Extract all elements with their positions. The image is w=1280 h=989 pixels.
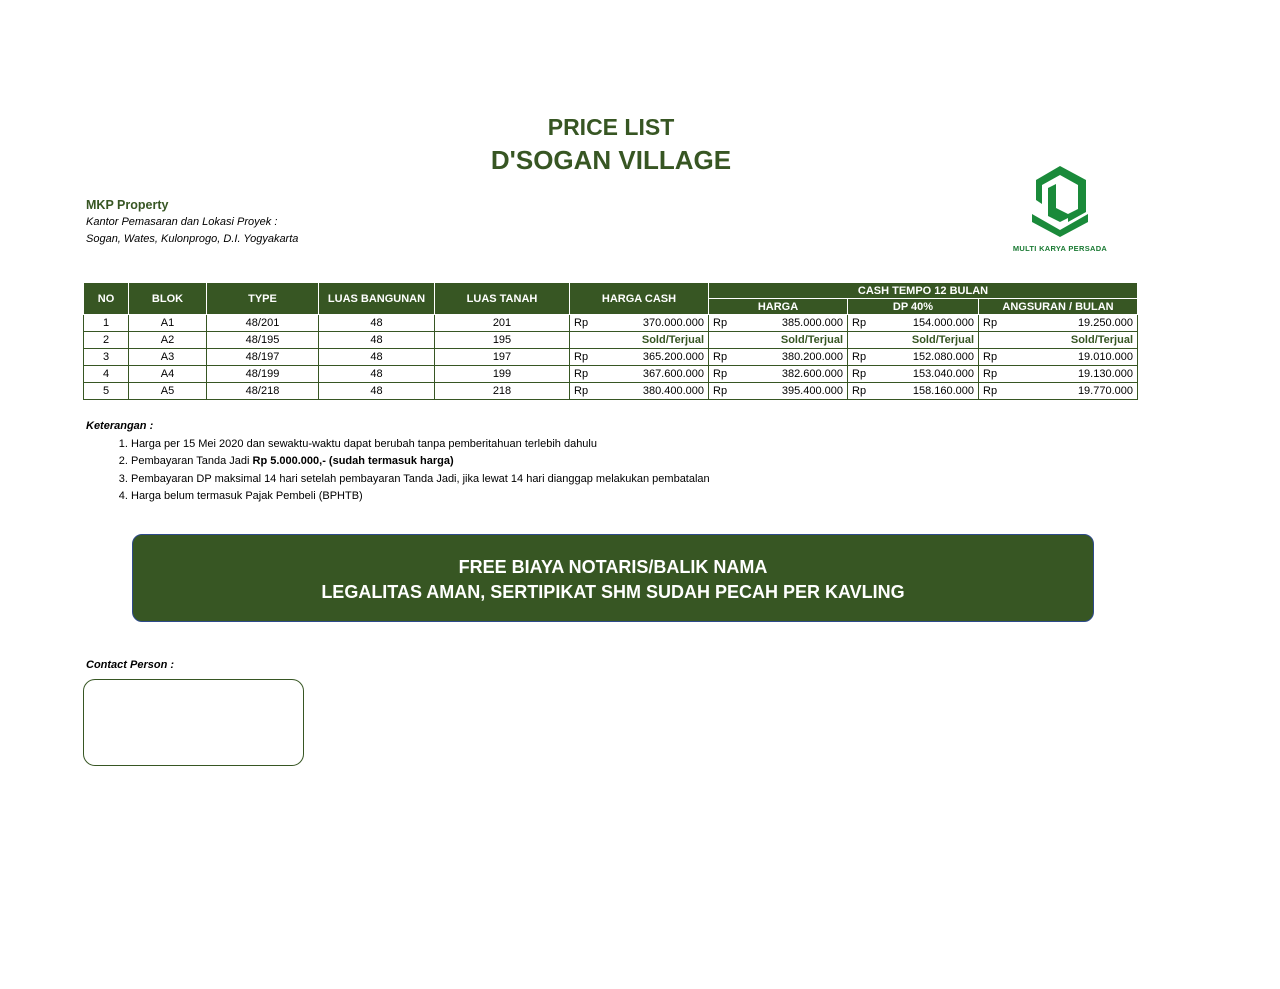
cell-dp	[848, 383, 979, 400]
logo-mark-icon	[1028, 164, 1092, 238]
cell-blok: A1	[129, 315, 207, 332]
address-text: Sogan, Wates, Kulonprogo, D.I. Yogyakarta	[86, 233, 299, 245]
cell-luas-tanah: 195	[435, 332, 570, 349]
currency-label: Rp	[713, 351, 728, 363]
note-item	[131, 453, 710, 470]
note-item: 3. Pembayaran DP maksimal 14 hari setelah pembayaran Tanda Jadi, jika lewat 14 hari dianggap melakukan pembatalan	[131, 471, 710, 488]
cell-luas-tanah: 197	[435, 349, 570, 366]
currency-label: Rp	[574, 385, 589, 397]
contact-box	[83, 679, 304, 766]
cell-angsuran	[979, 383, 1138, 400]
cell-harga-cash	[570, 315, 709, 332]
table-row	[84, 366, 1138, 383]
header-angsuran: ANGSURAN / BULAN	[979, 299, 1138, 315]
contact-title: Contact Person :	[86, 659, 175, 671]
cell-harga: Sold/Terjual	[709, 332, 848, 349]
currency-label: Rp	[852, 385, 867, 397]
cell-luas-tanah: 218	[435, 383, 570, 400]
table-row	[84, 315, 1138, 332]
amount-value: 19.770.000	[1077, 385, 1133, 397]
cell-harga-cash: Sold/Terjual	[570, 332, 709, 349]
header-cash-tempo: CASH TEMPO 12 BULAN	[709, 283, 1138, 299]
currency-label: Rp	[574, 317, 589, 329]
amount-value: 367.600.000	[642, 368, 704, 380]
cell-luas-bangunan: 48	[319, 383, 435, 400]
amount-value: 19.130.000	[1077, 368, 1133, 380]
currency-label: Rp	[852, 368, 867, 380]
amount-value: 380.200.000	[781, 351, 843, 363]
currency-label: Rp	[852, 317, 867, 329]
header-type: TYPE	[207, 283, 319, 315]
cell-no: 4	[84, 366, 129, 383]
currency-label: Rp	[574, 351, 589, 363]
header-luas-bangunan: LUAS BANGUNAN	[319, 283, 435, 315]
cell-harga	[709, 366, 848, 383]
cell-blok: A3	[129, 349, 207, 366]
currency-label: Rp	[713, 368, 728, 380]
company-name: MKP Property	[86, 198, 169, 212]
amount-value: 154.000.000	[912, 317, 974, 329]
amount-value: 385.000.000	[781, 317, 843, 329]
header-harga-cash: HARGA CASH	[570, 283, 709, 315]
cell-luas-tanah: 201	[435, 315, 570, 332]
currency-label: Rp	[983, 317, 998, 329]
cell-harga-cash	[570, 349, 709, 366]
table-row	[84, 349, 1138, 366]
cell-luas-tanah: 199	[435, 366, 570, 383]
currency-label: Rp	[983, 368, 998, 380]
cell-harga	[709, 349, 848, 366]
cell-type: 48/197	[207, 349, 319, 366]
cell-luas-bangunan: 48	[319, 332, 435, 349]
cell-luas-bangunan: 48	[319, 315, 435, 332]
cell-harga-cash	[570, 383, 709, 400]
cell-no: 2	[84, 332, 129, 349]
company-logo	[1010, 164, 1110, 256]
page-title: PRICE LIST	[547, 114, 675, 140]
amount-value: 158.160.000	[912, 385, 974, 397]
header-harga: HARGA	[709, 299, 848, 315]
currency-label: Rp	[574, 368, 589, 380]
cell-type: 48/218	[207, 383, 319, 400]
cell-no: 5	[84, 383, 129, 400]
cell-angsuran	[979, 315, 1138, 332]
cell-type: 48/201	[207, 315, 319, 332]
amount-value: 370.000.000	[642, 317, 704, 329]
amount-value: 19.250.000	[1077, 317, 1133, 329]
cell-luas-bangunan: 48	[319, 366, 435, 383]
banner-line-2: LEGALITAS AMAN, SERTIPIKAT SHM SUDAH PECAH PER KAVLING	[321, 582, 905, 602]
cell-harga-cash	[570, 366, 709, 383]
cell-angsuran	[979, 349, 1138, 366]
promo-banner	[132, 534, 1094, 622]
header-luas-tanah: LUAS TANAH	[435, 283, 570, 315]
notes-title: Keterangan :	[86, 420, 154, 432]
cell-dp: Sold/Terjual	[848, 332, 979, 349]
banner-line-1: FREE BIAYA NOTARIS/BALIK NAMA	[458, 557, 768, 577]
amount-value: 395.400.000	[781, 385, 843, 397]
logo-text: MULTI KARYA PERSADA	[1012, 244, 1108, 253]
cell-type: 48/195	[207, 332, 319, 349]
cell-luas-bangunan: 48	[319, 349, 435, 366]
amount-value: 19.010.000	[1077, 351, 1133, 363]
cell-dp	[848, 366, 979, 383]
currency-label: Rp	[713, 385, 728, 397]
header-no: NO	[84, 283, 129, 315]
header-dp: DP 40%	[848, 299, 979, 315]
amount-value: 152.080.000	[912, 351, 974, 363]
currency-label: Rp	[852, 351, 867, 363]
note-highlight: Rp 5.000.000,- (sudah termasuk harga)	[252, 455, 454, 468]
cell-angsuran	[979, 366, 1138, 383]
cell-no: 3	[84, 349, 129, 366]
cell-type: 48/199	[207, 366, 319, 383]
cell-dp	[848, 315, 979, 332]
cell-dp	[848, 349, 979, 366]
notes-list	[116, 436, 710, 505]
table-row	[84, 383, 1138, 400]
cell-blok: A4	[129, 366, 207, 383]
amount-value: 380.400.000	[642, 385, 704, 397]
table-row	[84, 332, 1138, 349]
amount-value: 153.040.000	[912, 368, 974, 380]
amount-value: 365.200.000	[642, 351, 704, 363]
cell-harga	[709, 315, 848, 332]
currency-label: Rp	[713, 317, 728, 329]
cell-blok: A5	[129, 383, 207, 400]
project-title: D'SOGAN VILLAGE	[490, 145, 732, 175]
currency-label: Rp	[983, 351, 998, 363]
cell-harga	[709, 383, 848, 400]
address-label: Kantor Pemasaran dan Lokasi Proyek :	[86, 216, 278, 228]
cell-blok: A2	[129, 332, 207, 349]
currency-label: Rp	[983, 385, 998, 397]
cell-no: 1	[84, 315, 129, 332]
note-item: 1. Harga per 15 Mei 2020 dan sewaktu-waktu dapat berubah tanpa pemberitahuan terlebih dahulu	[131, 436, 710, 453]
header-blok: BLOK	[129, 283, 207, 315]
cell-angsuran: Sold/Terjual	[979, 332, 1138, 349]
price-table	[83, 282, 1138, 400]
note-item: 4. Harga belum termasuk Pajak Pembeli (BPHTB)	[131, 488, 710, 505]
amount-value: 382.600.000	[781, 368, 843, 380]
note-text: Pembayaran Tanda Jadi	[131, 455, 253, 468]
